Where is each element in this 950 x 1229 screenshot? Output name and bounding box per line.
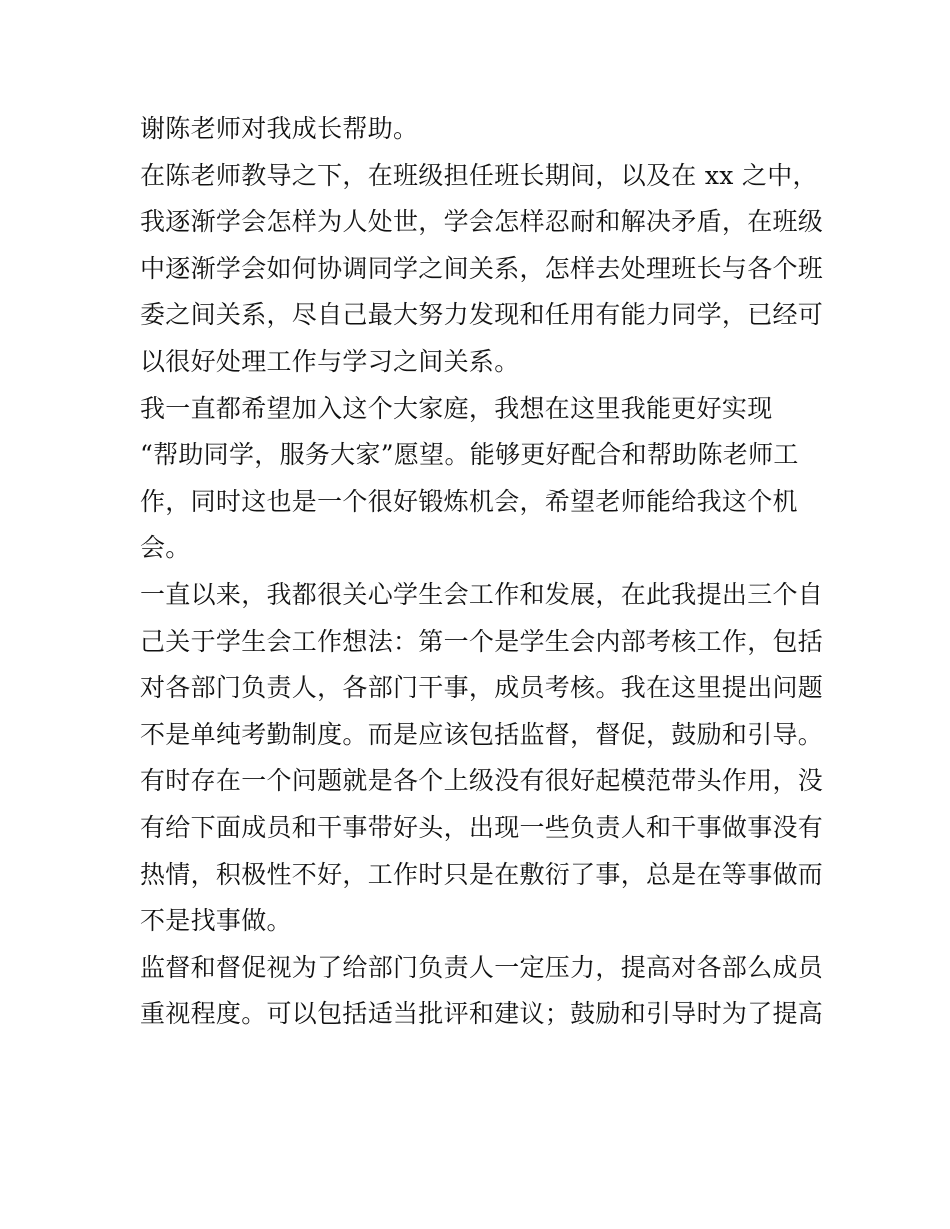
text-line: 己关于学生会工作想法：第一个是学生会内部考核工作，包括 xyxy=(140,626,824,656)
text-line: “帮助同学，服务大家”愿望。能够更好配合和帮助陈老师工 xyxy=(140,440,799,470)
text-line: 一直以来，我都很关心学生会工作和发展，在此我提出三个自 xyxy=(140,579,824,609)
text-line: 作，同时这也是一个很好锻炼机会，希望老师能给我这个机 xyxy=(140,486,798,516)
text-line: 委之间关系，尽自己最大努力发现和任用有能力同学，已经可 xyxy=(140,300,824,330)
text-line: 我一直都希望加入这个大家庭，我想在这里我能更好实现 xyxy=(140,393,773,423)
text-line: 以很好处理工作与学习之间关系。 xyxy=(140,346,520,376)
text-line: 对各部门负责人，各部门干事，成员考核。我在这里提出问题 xyxy=(140,673,824,703)
text-line: 谢陈老师对我成长帮助。 xyxy=(140,114,419,143)
text-line: 我逐渐学会怎样为人处世，学会怎样忍耐和解决矛盾，在班级 xyxy=(140,207,824,237)
text-line: 在陈老师教导之下，在班级担任班长期间，以及在 xx 之中， xyxy=(140,160,818,190)
text-line: 有给下面成员和干事带好头，出现一些负责人和干事做事没有 xyxy=(140,812,824,842)
document-body xyxy=(140,106,824,1038)
text-line: 中逐渐学会如何协调同学之间关系，怎样去处理班长与各个班 xyxy=(140,253,824,283)
text-line: 重视程度。可以包括适当批评和建议；鼓励和引导时为了提高 xyxy=(140,999,824,1029)
text-line: 有时存在一个问题就是各个上级没有很好起模范带头作用，没 xyxy=(140,766,824,796)
text-line: 不是单纯考勤制度。而是应该包括监督，督促，鼓励和引导。 xyxy=(140,719,824,749)
text-line: 会。 xyxy=(140,533,191,563)
text-line: 监督和督促视为了给部门负责人一定压力，提高对各部么成员 xyxy=(140,952,824,982)
text-line: 不是找事做。 xyxy=(140,906,292,936)
text-line: 热情，积极性不好，工作时只是在敷衍了事，总是在等事做而 xyxy=(140,859,824,889)
